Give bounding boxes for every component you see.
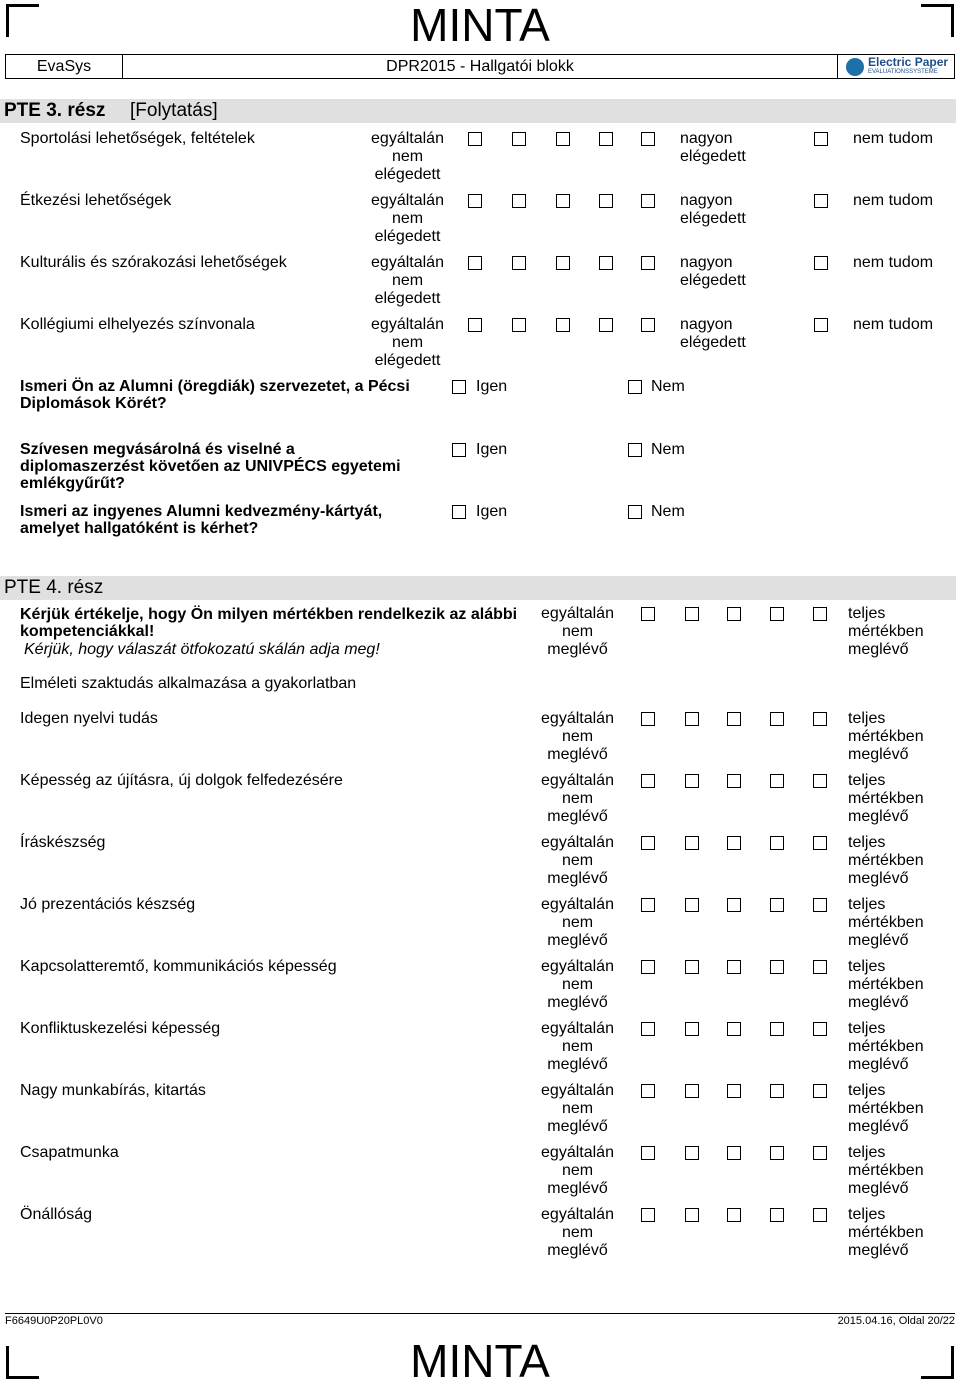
rating-checkbox-2[interactable] [512,132,526,146]
section-title: PTE 3. rész [4,100,106,121]
no-checkbox[interactable] [628,380,642,394]
rating-checkbox-3[interactable] [727,1084,741,1098]
scale-right-label: nagyon elégedett [680,130,746,165]
no-checkbox[interactable] [628,443,642,457]
rating-checkbox-5[interactable] [813,898,827,912]
scale-right-label: nagyon elégedett [680,254,746,289]
scale-left-label: egyáltalán nem elégedett [371,316,444,369]
scale-right-label: teljes mértékben meglévő [848,1144,924,1197]
rating-item-label: Étkezési lehetőségek [20,192,172,209]
footer-rule [5,1313,955,1314]
scale-left-label: egyáltalán nem meglévő [541,958,614,1011]
rating-item-label: Kulturális és szórakozási lehetőségek [20,254,287,271]
rating-checkbox-3[interactable] [727,1146,741,1160]
scale-example-box-1 [641,607,655,621]
scale-example-box-2 [685,607,699,621]
rating-checkbox-3[interactable] [727,898,741,912]
rating-checkbox-2[interactable] [685,960,699,974]
rating-checkbox-4[interactable] [770,898,784,912]
rating-checkbox-5[interactable] [813,836,827,850]
logo-text: Electric Paper [868,55,949,69]
section-title: PTE 4. rész [4,577,104,598]
rating-checkbox-2[interactable] [685,1022,699,1036]
yesno-question: Ismeri az ingyenes Alumni kedvezmény-kártyát, amelyet hallgatóként is kérhet? [20,503,383,537]
scale-right-label: teljes mértékben meglévő [848,1082,924,1135]
scale-right-label: nagyon elégedett [680,192,746,227]
dont-know-checkbox[interactable] [814,132,828,146]
rating-checkbox-1[interactable] [468,318,482,332]
rating-item-label: Kollégiumi elhelyezés színvonala [20,316,255,333]
scale-right-label: teljes mértékben meglévő [848,1020,924,1073]
rating-checkbox-1[interactable] [641,1146,655,1160]
rating-checkbox-3[interactable] [556,194,570,208]
scale-example-box-3 [727,607,741,621]
yes-label: Igen [476,503,508,520]
rating-checkbox-3[interactable] [556,318,570,332]
footer-date-page: 2015.04.16, Oldal 20/22 [837,1315,955,1327]
rating-checkbox-4[interactable] [770,712,784,726]
yes-checkbox[interactable] [452,443,466,457]
section-header-part4 [0,576,956,600]
scale-left-label: egyáltalán nem meglévő [541,896,614,949]
rating-item-label: Sportolási lehetőségek, feltételek [20,130,255,147]
competency-label: Elméleti szaktudás alkalmazása a gyakorlatban [20,675,357,692]
dont-know-label: nem tudom [853,130,934,147]
rating-checkbox-1[interactable] [641,898,655,912]
rating-checkbox-2[interactable] [685,836,699,850]
dont-know-checkbox[interactable] [814,256,828,270]
rating-checkbox-3[interactable] [556,256,570,270]
rating-checkbox-1[interactable] [641,836,655,850]
rating-checkbox-2[interactable] [512,318,526,332]
rating-checkbox-5[interactable] [813,1084,827,1098]
rating-checkbox-1[interactable] [468,256,482,270]
competency-label: Íráskészség [20,834,106,851]
rating-checkbox-5[interactable] [641,318,655,332]
rating-checkbox-5[interactable] [641,256,655,270]
electric-paper-logo-icon [846,58,864,76]
scale-example-box-5 [813,607,827,621]
rating-checkbox-4[interactable] [599,256,613,270]
yes-label: Igen [476,378,508,395]
rating-checkbox-5[interactable] [813,1146,827,1160]
rating-checkbox-5[interactable] [641,194,655,208]
scale-right-label: teljes mértékben meglévő [848,710,924,763]
header-logo [837,54,955,79]
dont-know-label: nem tudom [853,254,934,271]
yes-checkbox[interactable] [452,380,466,394]
scale-left-label: egyáltalán nem meglévő [541,1144,614,1197]
rating-checkbox-2[interactable] [685,1084,699,1098]
rating-checkbox-3[interactable] [727,836,741,850]
section-subtitle: [Folytatás] [130,100,218,121]
rating-checkbox-4[interactable] [770,960,784,974]
rating-checkbox-3[interactable] [727,1208,741,1222]
rating-checkbox-2[interactable] [685,898,699,912]
competency-label: Jó prezentációs készség [20,896,196,913]
rating-checkbox-1[interactable] [641,1084,655,1098]
dont-know-label: nem tudom [853,316,934,333]
rating-checkbox-4[interactable] [770,1084,784,1098]
scale-left-label: egyáltalán nem meglévő [541,834,614,887]
rating-checkbox-4[interactable] [770,774,784,788]
rating-checkbox-4[interactable] [770,1208,784,1222]
scale-left-label: egyáltalán nem meglévő [541,772,614,825]
rating-checkbox-4[interactable] [770,1022,784,1036]
watermark-top: MINTA [410,0,550,51]
rating-checkbox-1[interactable] [641,774,655,788]
header-title: DPR2015 - Hallgatói blokk [122,54,838,79]
scale-right-label: teljes mértékben meglévő [848,1206,924,1259]
rating-checkbox-5[interactable] [813,1022,827,1036]
footer-code: F6649U0P20PL0V0 [5,1315,103,1327]
scale-left-label: egyáltalán nem meglévő [541,605,614,658]
rating-checkbox-1[interactable] [468,132,482,146]
scale-right-label: teljes mértékben meglévő [848,772,924,825]
competency-label: Kapcsolatteremtő, kommunikációs képesség [20,958,337,975]
section-header-part3 [0,99,956,123]
rating-checkbox-2[interactable] [685,774,699,788]
competency-label: Konfliktuskezelési képesség [20,1020,221,1037]
rating-checkbox-5[interactable] [813,774,827,788]
rating-checkbox-4[interactable] [599,132,613,146]
rating-checkbox-5[interactable] [641,132,655,146]
no-label: Nem [651,503,685,520]
scale-example-box-4 [770,607,784,621]
competency-label: Nagy munkabírás, kitartás [20,1082,206,1099]
scale-left-label: egyáltalán nem meglévő [541,1020,614,1073]
rating-checkbox-3[interactable] [727,960,741,974]
competency-label: Képesség az újításra, új dolgok felfedezésére [20,772,343,789]
rating-checkbox-2[interactable] [512,256,526,270]
scale-left-label: egyáltalán nem meglévő [541,1082,614,1135]
yesno-question: Szívesen megvásárolná és viselné a diplomaszerzést követően az UNIVPÉCS egyetemi emlékgyűrűt? [20,441,401,492]
rating-checkbox-1[interactable] [468,194,482,208]
scale-right-label: teljes mértékben meglévő [848,605,924,658]
dont-know-checkbox[interactable] [814,318,828,332]
scale-left-label: egyáltalán nem elégedett [371,192,444,245]
watermark-bottom: MINTA [410,1335,550,1387]
competency-label: Idegen nyelvi tudás [20,710,158,727]
rating-checkbox-4[interactable] [770,836,784,850]
no-label: Nem [651,378,685,395]
rating-checkbox-5[interactable] [813,1208,827,1222]
rating-checkbox-2[interactable] [685,712,699,726]
no-checkbox[interactable] [628,505,642,519]
scale-left-label: egyáltalán nem meglévő [541,710,614,763]
rating-checkbox-4[interactable] [599,194,613,208]
no-label: Nem [651,441,685,458]
scale-left-label: egyáltalán nem meglévő [541,1206,614,1259]
dont-know-label: nem tudom [853,192,934,209]
rating-checkbox-1[interactable] [641,960,655,974]
rating-checkbox-2[interactable] [512,194,526,208]
rating-checkbox-2[interactable] [685,1208,699,1222]
scale-right-label: teljes mértékben meglévő [848,896,924,949]
competency-label: Önállóság [20,1206,93,1223]
part4-instruction: Kérjük, hogy válaszát ötfokozatú skálán adja meg! [24,641,380,658]
yes-checkbox[interactable] [452,505,466,519]
rating-checkbox-5[interactable] [813,712,827,726]
rating-checkbox-3[interactable] [727,774,741,788]
yesno-question: Ismeri Ön az Alumni (öregdiák) szervezetet, a Pécsi Diplomások Körét? [20,378,410,412]
rating-checkbox-4[interactable] [599,318,613,332]
rating-checkbox-1[interactable] [641,1208,655,1222]
header-left: EvaSys [5,54,123,79]
scale-right-label: nagyon elégedett [680,316,746,351]
rating-checkbox-5[interactable] [813,960,827,974]
rating-checkbox-4[interactable] [770,1146,784,1160]
part4-intro: Kérjük értékelje, hogy Ön milyen mértékben rendelkezik az alábbi kompetenciákkal! [20,606,518,640]
rating-checkbox-3[interactable] [727,712,741,726]
scale-left-label: egyáltalán nem elégedett [371,254,444,307]
yes-label: Igen [476,441,508,458]
scale-right-label: teljes mértékben meglévő [848,958,924,1011]
competency-label: Csapatmunka [20,1144,119,1161]
rating-checkbox-1[interactable] [641,712,655,726]
logo-subtext: EVALUATIONSSYSTEME [868,69,938,75]
rating-checkbox-1[interactable] [641,1022,655,1036]
rating-checkbox-3[interactable] [556,132,570,146]
rating-checkbox-3[interactable] [727,1022,741,1036]
dont-know-checkbox[interactable] [814,194,828,208]
rating-checkbox-2[interactable] [685,1146,699,1160]
scale-left-label: egyáltalán nem elégedett [371,130,444,183]
scale-right-label: teljes mértékben meglévő [848,834,924,887]
